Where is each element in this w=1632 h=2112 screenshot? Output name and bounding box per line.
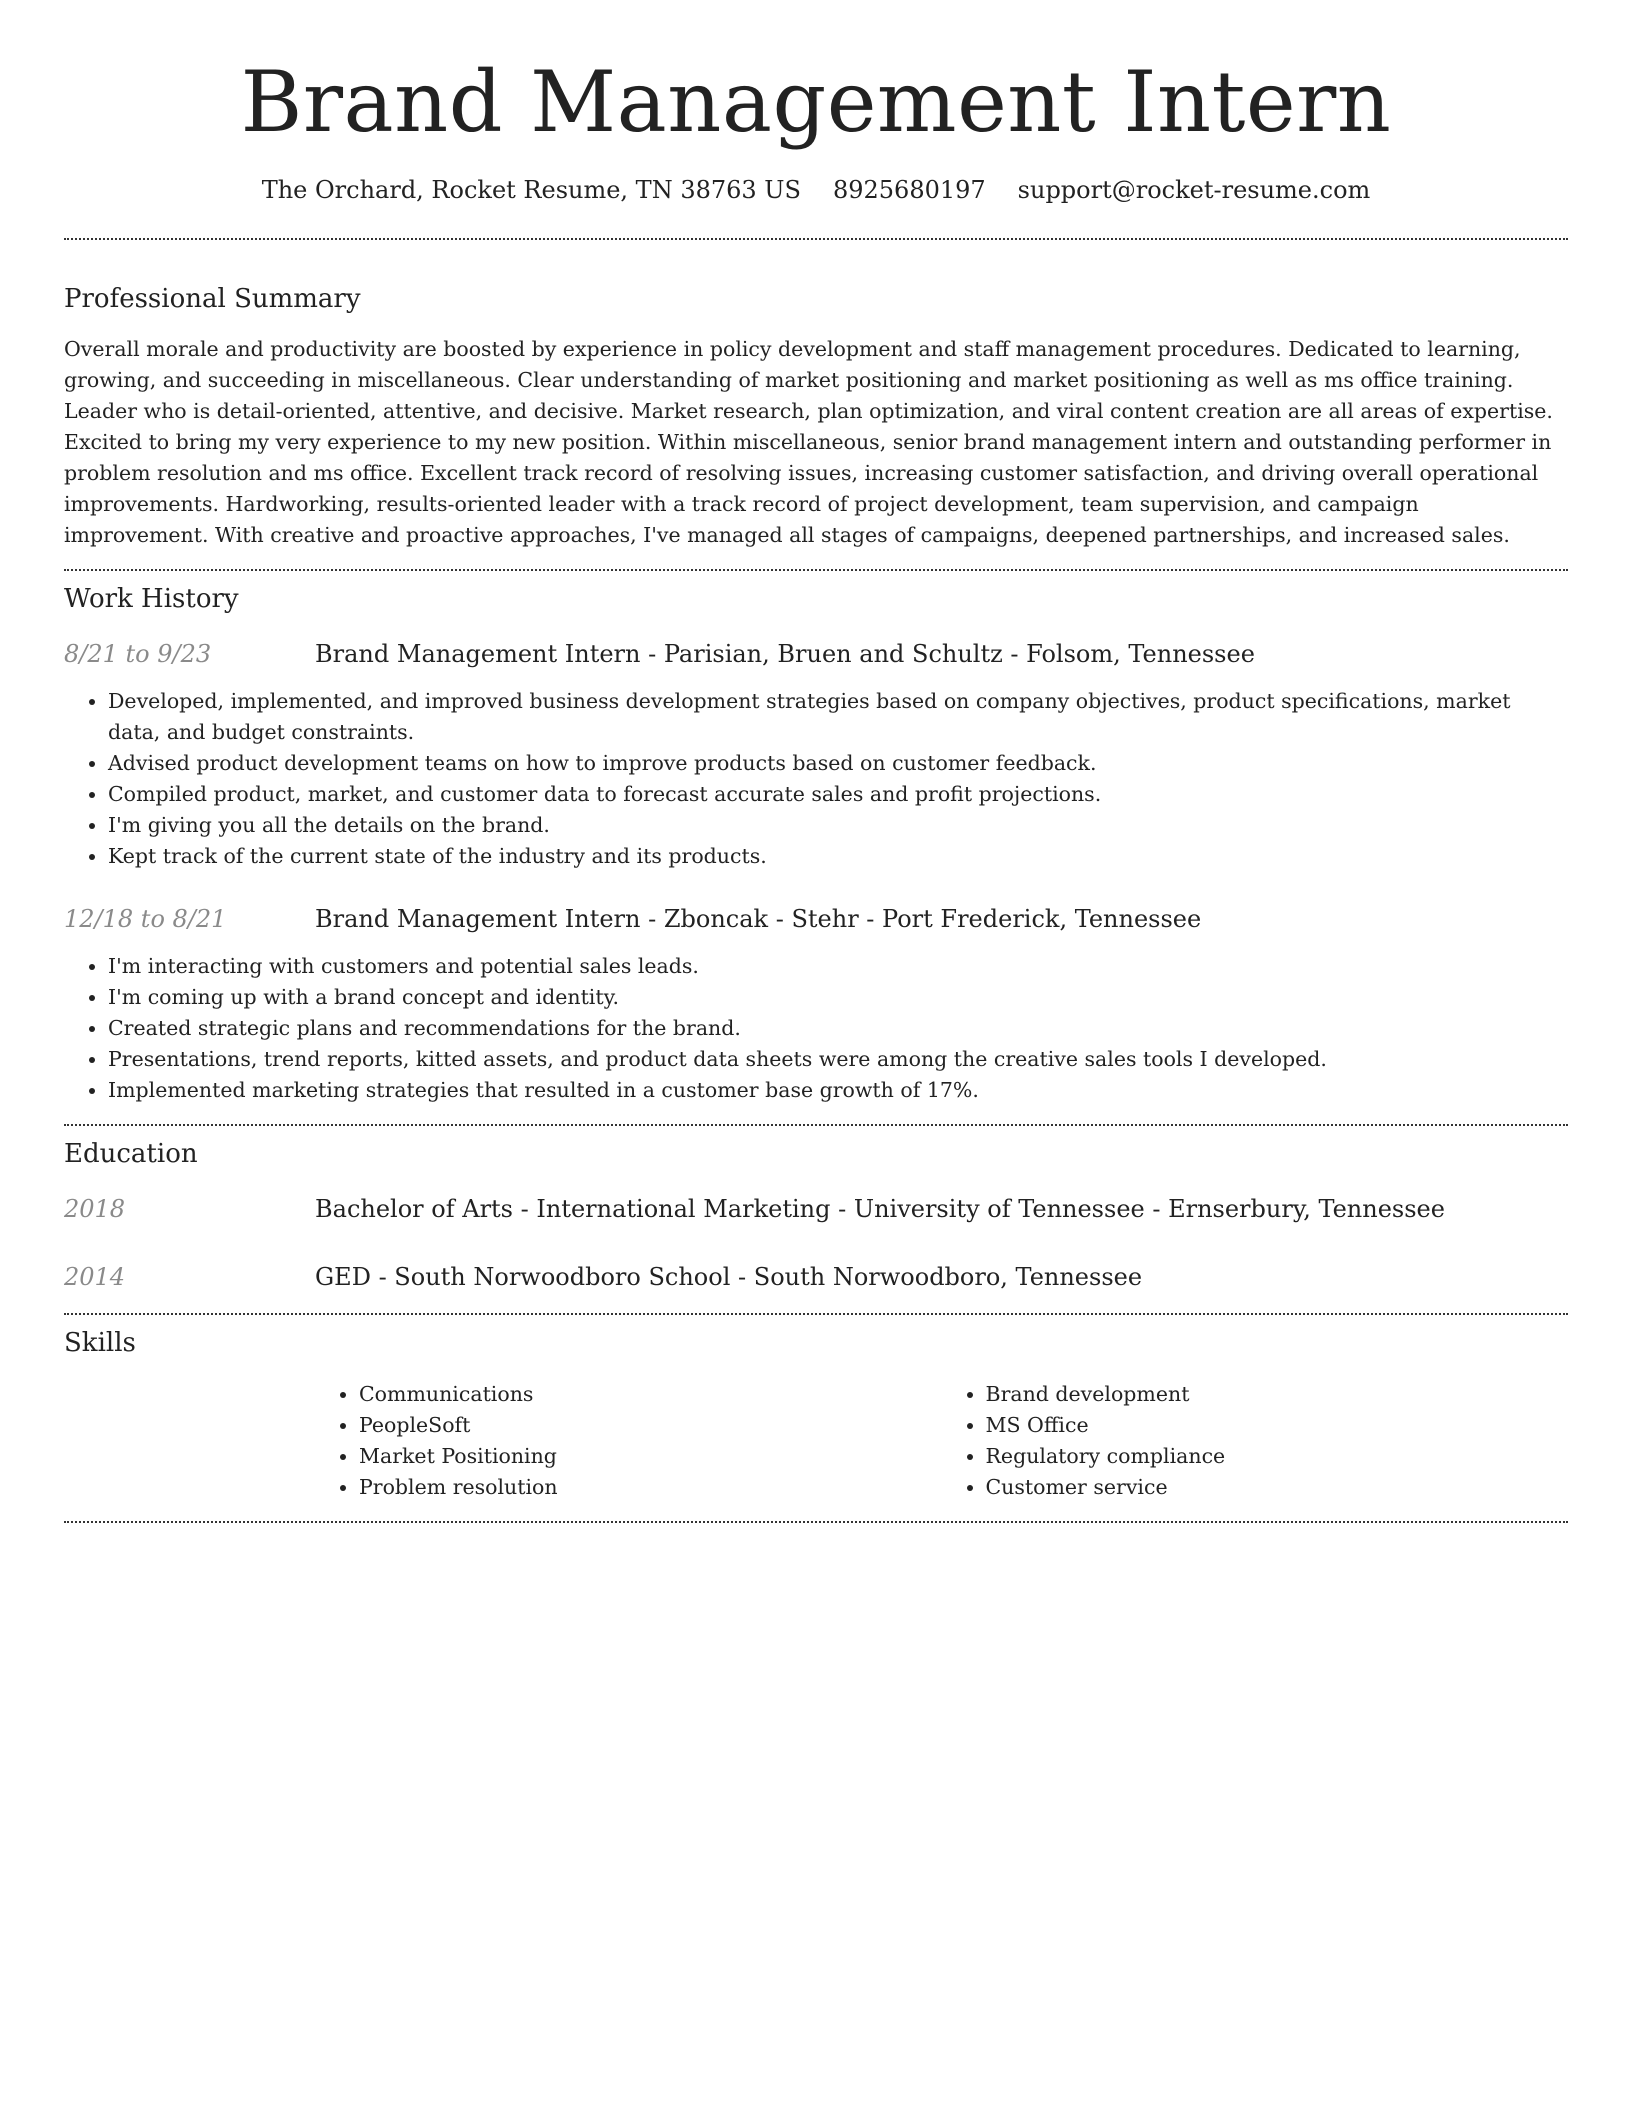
education-entry — [64, 1193, 1568, 1225]
skill-item: • MS Office — [986, 1410, 1569, 1441]
job-bullet: • Kept track of the current state of the industry and its products. — [108, 841, 1568, 872]
skill-item: • Market Positioning — [359, 1441, 942, 1472]
education-section — [64, 1137, 1568, 1293]
section-title-skills: Skills — [64, 1328, 136, 1358]
contact-address: The Orchard, Rocket Resume, TN 38763 US — [261, 176, 801, 204]
job-bullets — [64, 686, 1568, 872]
divider — [64, 1521, 1568, 1523]
skills-section — [64, 1326, 1568, 1503]
skill-item: • Customer service — [986, 1472, 1569, 1503]
job-bullet: • I'm interacting with customers and potential sales leads. — [108, 951, 1568, 982]
job-bullet: • Compiled product, market, and customer data to forecast accurate sales and profit projections. — [108, 779, 1568, 810]
divider — [64, 569, 1568, 571]
section-title-summary: Professional Summary — [64, 284, 361, 314]
section-title-work: Work History — [64, 584, 239, 614]
education-heading: Bachelor of Arts - International Marketing - University of Tennessee - Ernserbury, Tennessee — [315, 1195, 1445, 1223]
job-bullet: • I'm coming up with a brand concept and identity. — [108, 982, 1568, 1013]
job-bullet: • Created strategic plans and recommendations for the brand. — [108, 1013, 1568, 1044]
education-year: 2018 — [64, 1195, 126, 1223]
work-section — [64, 582, 1568, 1106]
skills-column-right — [942, 1379, 1569, 1503]
job-bullet: • Advised product development teams on how to improve products based on customer feedback. — [108, 748, 1568, 779]
contact-line — [64, 174, 1568, 206]
divider — [64, 238, 1568, 240]
education-heading: GED - South Norwoodboro School - South Norwoodboro, Tennessee — [315, 1263, 1143, 1291]
job-bullet: • Implemented marketing strategies that resulted in a customer base growth of 17%. — [108, 1075, 1568, 1106]
job-entry — [64, 903, 1568, 1106]
job-dates: 12/18 to 8/21 — [64, 905, 227, 933]
skill-item: • Communications — [359, 1379, 942, 1410]
divider — [64, 1124, 1568, 1126]
summary-section — [64, 282, 1568, 551]
skill-item: • Regulatory compliance — [986, 1441, 1569, 1472]
contact-phone: 8925680197 — [832, 176, 986, 204]
job-bullet: • Presentations, trend reports, kitted assets, and product data sheets were among the creative sales tools I developed. — [108, 1044, 1568, 1075]
job-bullets — [64, 951, 1568, 1106]
job-entry — [64, 638, 1568, 872]
job-bullet: • I'm giving you all the details on the brand. — [108, 810, 1568, 841]
section-title-education: Education — [64, 1139, 198, 1169]
job-bullet: • Developed, implemented, and improved business development strategies based on company objectives, product specifications, market data, and budget constraints. — [108, 686, 1568, 748]
skill-item: • PeopleSoft — [359, 1410, 942, 1441]
job-heading: Brand Management Intern - Zboncak - Stehr - Port Frederick, Tennessee — [315, 905, 1202, 933]
skill-item: • Brand development — [986, 1379, 1569, 1410]
resume-name: Brand Management Intern — [240, 53, 1392, 151]
job-dates: 8/21 to 9/23 — [64, 640, 212, 668]
job-heading: Brand Management Intern - Parisian, Bruen and Schultz - Folsom, Tennessee — [315, 640, 1255, 668]
skills-column-left — [315, 1379, 942, 1503]
divider — [64, 1313, 1568, 1315]
skill-item: • Problem resolution — [359, 1472, 942, 1503]
education-year: 2014 — [64, 1263, 126, 1291]
contact-email: support@rocket-resume.com — [1017, 176, 1371, 204]
summary-text: Overall morale and productivity are boosted by experience in policy development and staff management procedures. Dedicated to learning, growing, and succeeding in miscellaneous. Clear understanding of market positioning and market positioning as well as ms office training. Leader who is detail-oriented, attentive, and decisive. Market research, plan optimization, and viral content creation are all areas of expertise. Excited to bring my very experience to my new position. Within miscellaneous, senior brand management intern and outstanding performer in problem resolution and ms office. Excellent track record of resolving issues, increasing customer satisfaction, and driving overall operational improvements. Hardworking, results-oriented leader with a track record of project development, team supervision, and campaign improvement. With creative and proactive approaches, I've managed all stages of campaigns, deepened partnerships, and increased sales. — [64, 337, 1553, 547]
education-entry — [64, 1261, 1568, 1293]
skills-grid — [315, 1379, 1568, 1503]
